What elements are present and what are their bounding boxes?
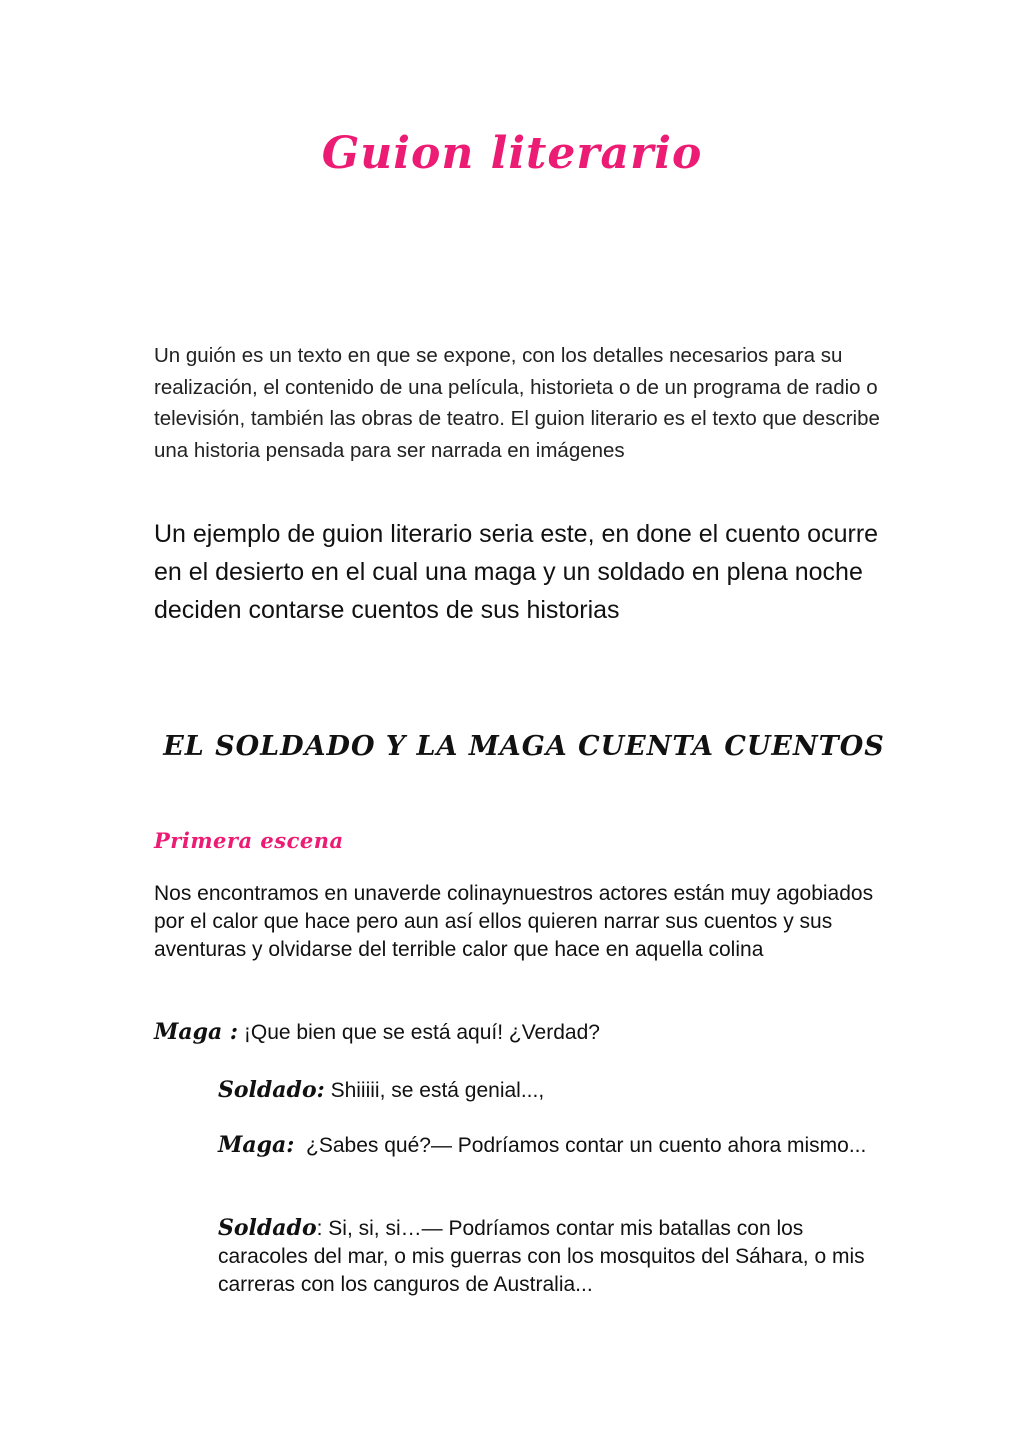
speaker-name: Soldado xyxy=(218,1215,317,1241)
dialogue-text: : Si, si, si…— Podríamos contar mis batallas con los caracoles del mar, o mis guerras con los mosquitos del Sáhara, o mis carreras con los canguros de Australia... xyxy=(218,1217,865,1296)
scene-heading: Primera escena xyxy=(154,828,344,853)
example-paragraph: Un ejemplo de guion literario seria este, en done el cuento ocurre en el desierto en el cual una maga y un soldado en plena noche deciden contarse cuentos de sus historias xyxy=(154,520,879,624)
speaker-name: Soldado: xyxy=(218,1077,325,1103)
dialogue-line xyxy=(154,1018,894,1047)
dialogue-text: ¡Que bien que se está aquí! ¿Verdad? xyxy=(238,1021,600,1044)
intro-paragraph: Un guión es un texto en que se expone, con los detalles necesarios para su realización, el contenido de una película, historieta o de un programa de radio o televisión, también las obras de teatro. El guion literario es el texto que describe una historia pensada para ser narrada en imágenes xyxy=(154,344,880,462)
scene-description: Nos encontramos en unaverde colinaynuestros actores están muy agobiados por el calor que hace pero aun así ellos quieren narrar sus cuentos y sus aventuras y olvidarse del terrible calor que hace en aquella colina xyxy=(154,882,874,961)
dialogue-text: ¿Sabes qué?— Podríamos contar un cuento ahora mismo... xyxy=(294,1134,867,1157)
dialogue-line xyxy=(218,1214,898,1299)
speaker-name: Maga: xyxy=(218,1132,295,1158)
dialogue-text: Shiiiii, se está genial..., xyxy=(324,1079,545,1102)
document-title: Guion literario xyxy=(321,128,703,179)
dialogue-line xyxy=(218,1076,898,1105)
speaker-name: Maga : xyxy=(154,1019,239,1045)
story-title: EL SOLDADO Y LA MAGA CUENTA CUENTOS xyxy=(163,731,885,762)
dialogue-line xyxy=(218,1131,898,1160)
